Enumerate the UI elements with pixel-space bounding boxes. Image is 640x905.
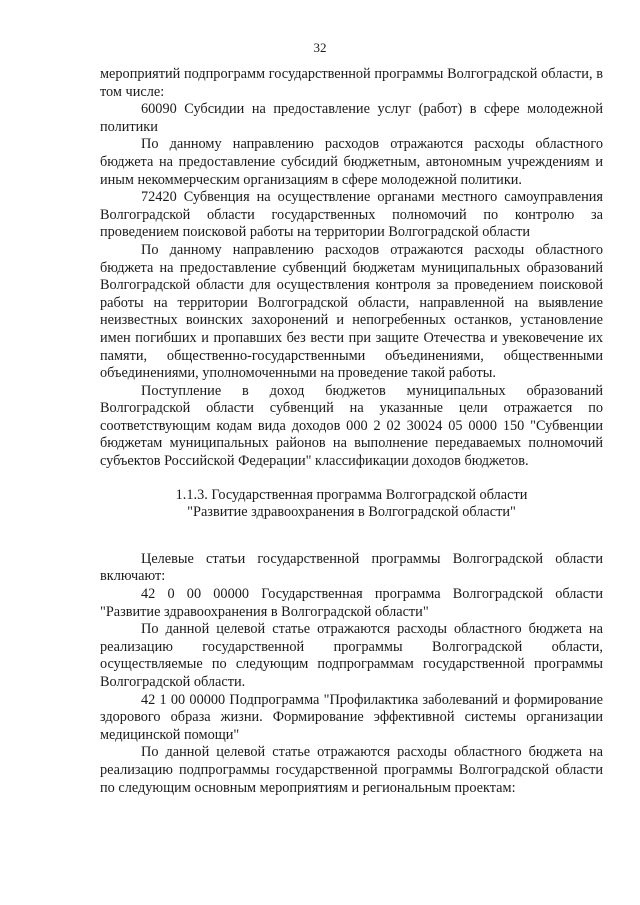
- paragraph: По данному направлению расходов отражаются расходы областного бюджета на предоставление субвенций бюджетам муниципальных образований Волгоградской области для осуществления контроля за проведением поисковой работы на территории Волгоградской области, направленной на выявление неизвестных воинских захоронений и непогребенных останков, установление имен погибших и пропавших без вести при защите Отечества и увековечение их памяти, общественно-государственными объединениями, общественными объединениями, уполномоченными на проведение такой работы.: [100, 241, 603, 382]
- paragraph: 72420 Субвенция на осуществление органами местного самоуправления Волгоградской области государственных полномочий по контролю за проведением поисковой работы на территории Волгоградской области: [100, 189, 603, 241]
- page-number: 32: [313, 40, 327, 55]
- paragraph: По данному направлению расходов отражаются расходы областного бюджета на предоставление субсидий бюджетным, автономным учреждениям и иным некоммерческим организациям в сфере молодежной политики.: [100, 136, 603, 188]
- paragraph: По данной целевой статье отражаются расходы областного бюджета на реализацию государственной программы Волгоградской области, осуществляемые по следующим подпрограммам государственной программы Волгоградской области.: [100, 621, 603, 690]
- paragraph: 42 1 00 00000 Подпрограмма "Профилактика заболеваний и формирование здорового образа жизни. Формирование эффективной системы организации медицинской помощи": [100, 691, 603, 743]
- paragraph: мероприятий подпрограмм государственной программы Волгоградской области, в том числе:: [100, 66, 603, 100]
- paragraph: 60090 Субсидии на предоставление услуг (работ) в сфере молодежной политики: [100, 101, 603, 135]
- paragraph: Поступление в доход бюджетов муниципальных образований Волгоградской области субвенций на указанные цели отражается по соответствующим кодам вида доходов 000 2 02 30024 05 0000 150 "Субвенции бюджетам муниципальных районов на выполнение передаваемых полномочий субъектов Российской Федерации" классификации доходов бюджетов.: [100, 382, 603, 470]
- paragraphs-after: [100, 551, 603, 797]
- paragraph: По данной целевой статье отражаются расходы областного бюджета на реализацию подпрограммы государственной программы Волгоградской области по следующим основным мероприятиям и региональным проектам:: [100, 744, 603, 796]
- paragraphs-before: [100, 66, 603, 471]
- section-heading-line: 1.1.3. Государственная программа Волгоградской области: [175, 486, 528, 503]
- paragraph: Целевые статьи государственной программы Волгоградской области включают:: [100, 550, 603, 585]
- body-text: [100, 66, 603, 797]
- section-heading-line: "Развитие здравоохранения в Волгоградской области": [187, 504, 516, 521]
- section-heading: [100, 487, 603, 522]
- paragraph: 42 0 00 00000 Государственная программа Волгоградской области "Развитие здравоохранения в Волгоградской области": [100, 586, 603, 620]
